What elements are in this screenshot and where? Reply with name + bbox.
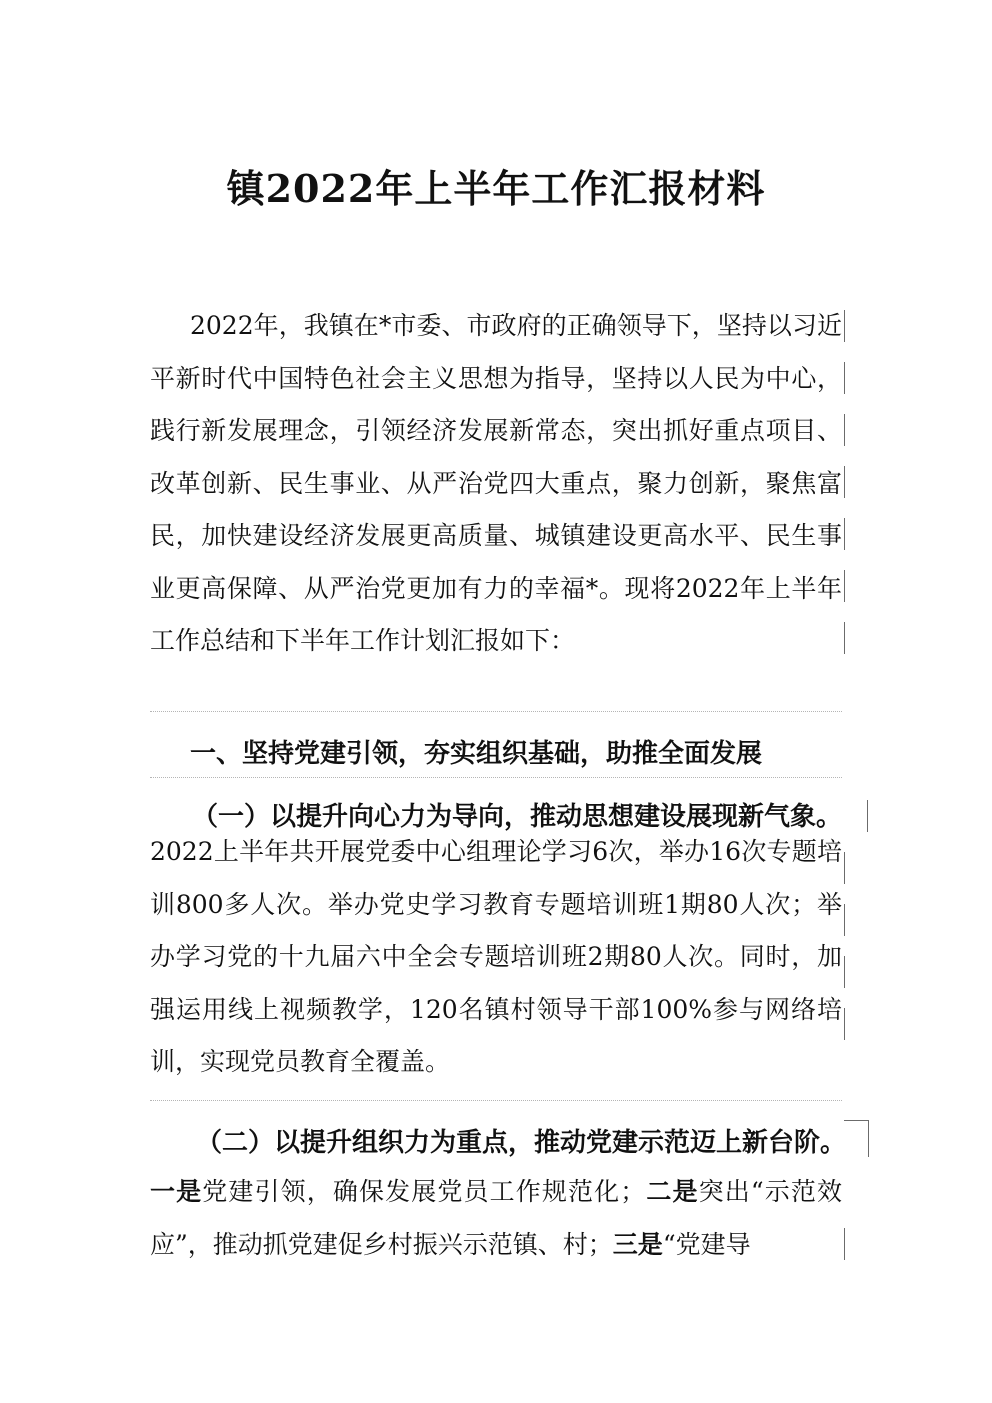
section-heading-1: 一、坚持党建引领，夯实组织基础，助推全面发展 bbox=[190, 739, 763, 769]
item-text-1: 党建引领，确保发展党员工作规范化； bbox=[202, 1177, 646, 1206]
margin-marker bbox=[844, 310, 845, 342]
margin-marker bbox=[844, 466, 845, 498]
margin-marker bbox=[844, 518, 845, 550]
margin-corner-marker bbox=[844, 1120, 869, 1157]
item-label-3: 三是 bbox=[612, 1229, 663, 1259]
subsection-paragraph-1: 2022上半年共开展党委中心组理论学习6次，举办16次专题培训800多人次。举办党史学习教育专题培训班1期80人次；举办学习党的十九届六中全会专题培训班2期80人次。同时，加强运用线上视频教学，120名镇村领导干部100%参与网络培训，实现党员教育全覆盖。 bbox=[150, 837, 842, 1076]
item-label-2: 二是 bbox=[645, 1177, 699, 1206]
item-text-2: 突出“示范效应”，推动抓党建促乡村振兴示范镇、村； bbox=[150, 1177, 842, 1259]
margin-marker bbox=[844, 1008, 845, 1040]
subsection-heading-2: （二）以提升组织力为重点，推动党建示范迈上新台阶。 bbox=[196, 1128, 847, 1158]
margin-marker bbox=[844, 956, 845, 988]
paragraph-divider bbox=[150, 777, 842, 778]
margin-marker bbox=[844, 362, 845, 394]
document-title: 镇2022年上半年工作汇报材料 bbox=[226, 166, 766, 211]
margin-marker bbox=[844, 414, 845, 446]
subsection-paragraph-2 bbox=[150, 1166, 842, 1271]
margin-marker bbox=[844, 852, 845, 884]
item-label-1: 一是 bbox=[150, 1177, 203, 1206]
paragraph-divider bbox=[150, 1100, 842, 1101]
paragraph-divider bbox=[150, 711, 842, 712]
margin-marker bbox=[844, 1228, 845, 1260]
margin-marker bbox=[844, 570, 845, 602]
subsection-heading-1: （一）以提升向心力为导向，推动思想建设展现新气象。 bbox=[192, 802, 843, 832]
intro-paragraph: 2022年，我镇在*市委、市政府的正确领导下，坚持以习近平新时代中国特色社会主义思想为指导，坚持以人民为中心，践行新发展理念，引领经济发展新常态，突出抓好重点项目、改革创新、民生事业、从严治党四大重点，聚力创新，聚焦富民，加快建设经济发展更高质量、城镇建设更高水平、民生事业更高保障、从严治党更加有力的幸福*。现将2022年上半年工作总结和下半年工作计划汇报如下： bbox=[150, 311, 842, 655]
margin-marker bbox=[867, 800, 868, 832]
margin-marker bbox=[844, 904, 845, 936]
margin-marker bbox=[844, 622, 845, 654]
item-text-3: “党建导 bbox=[662, 1229, 751, 1259]
